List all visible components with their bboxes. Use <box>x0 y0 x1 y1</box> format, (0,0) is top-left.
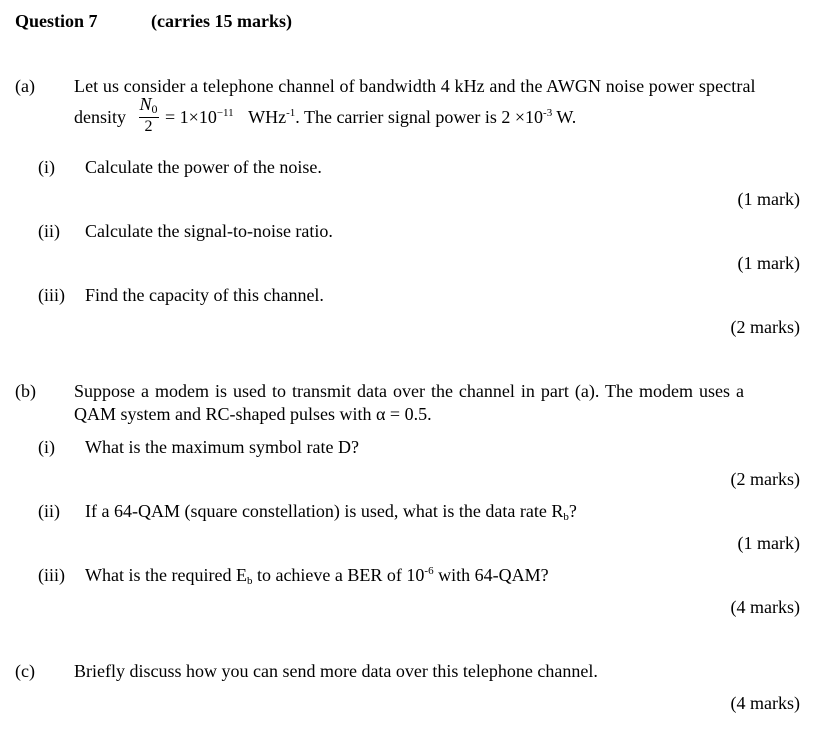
part-a-iii-label: (iii) <box>38 285 65 305</box>
part-b-text-line2: QAM system and RC-shaped pulses with α = 0.5. <box>74 404 432 424</box>
part-a-label: (a) <box>15 76 35 96</box>
part-b-iii-label: (iii) <box>38 565 65 585</box>
part-a-text-line2 <box>74 94 577 147</box>
density-word: density <box>74 106 126 127</box>
part-a-text-line1: Let us consider a telephone channel of bandwidth 4 kHz and the AWGN noise power spectral <box>74 76 756 96</box>
part-b-i-marks: (2 marks) <box>730 469 800 489</box>
part-a-iii-marks: (2 marks) <box>730 317 800 337</box>
part-b-ii-marks: (1 mark) <box>737 533 800 553</box>
part-b-ii-text: If a 64-QAM (square constellation) is used, what is the data rate $R_b$? <box>85 501 577 523</box>
part-b-iii-text: What is the required $E_b$ to achieve a BER of $10^{-6}$ with 64-QAM? <box>85 565 549 587</box>
part-b-i-label: (i) <box>38 437 55 457</box>
part-b-iii-marks: (4 marks) <box>730 597 800 617</box>
part-a-ii-label: (ii) <box>38 221 60 241</box>
part-b-text-line1: Suppose a modem is used to transmit data over the channel in part (a). The modem uses a <box>74 381 745 401</box>
part-c-marks: (4 marks) <box>730 693 800 713</box>
part-b-ii-label: (ii) <box>38 501 60 521</box>
part-a-iii-text: Find the capacity of this channel. <box>85 285 324 305</box>
part-a-ii-marks: (1 mark) <box>737 253 800 273</box>
part-b-label: (b) <box>15 381 36 401</box>
part-a-i-label: (i) <box>38 157 55 177</box>
part-b-i-text: What is the maximum symbol rate D? <box>85 437 359 457</box>
question-total-marks: (carries 15 marks) <box>151 11 292 31</box>
fraction-numerator: $N_0$ <box>139 94 158 116</box>
part-a-ii-text: Calculate the signal-to-noise ratio. <box>85 221 333 241</box>
noise-psd-fraction <box>139 95 159 135</box>
part-a-i-text: Calculate the power of the noise. <box>85 157 322 177</box>
part-c-label: (c) <box>15 661 35 681</box>
fraction-denominator: 2 <box>144 117 153 135</box>
question-title: Question 7 <box>15 11 98 31</box>
part-c-text: Briefly discuss how you can send more data over this telephone channel. <box>74 661 598 681</box>
part-a-i-marks: (1 mark) <box>737 189 800 209</box>
psd-value: = $1\times 10^{-11}$ <box>165 106 234 127</box>
psd-unit: WHz$^{-1}$. The carrier signal power is $2 \times 10^{-3}$ W. <box>248 106 577 127</box>
